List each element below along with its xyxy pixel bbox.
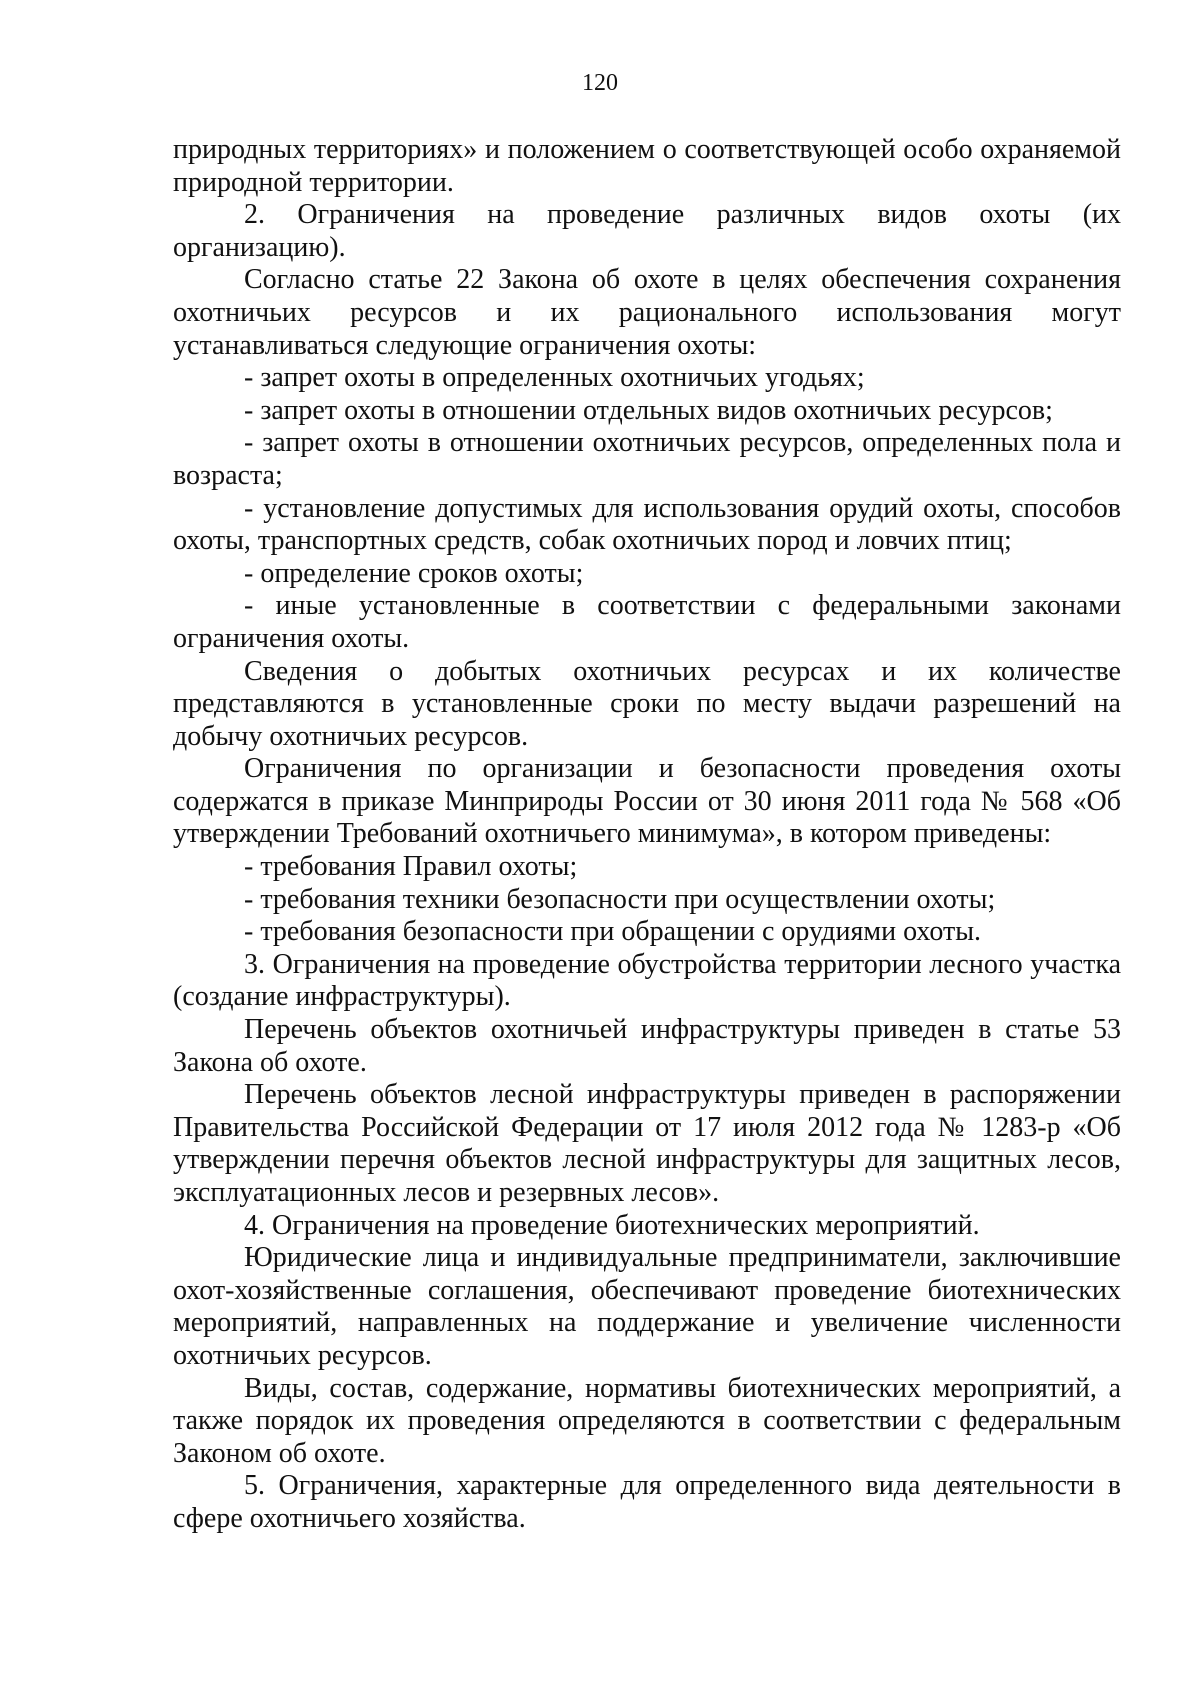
paragraph: Сведения о добытых охотничьих ресурсах и их количестве представляются в установленные сроки по месту выдачи разрешений на добычу охотничьих ресурсов. <box>173 655 1121 752</box>
list-item: - определение сроков охоты; <box>244 557 584 589</box>
section-heading-2: 2. Ограничения на проведение различных видов охоты (их организацию). <box>173 199 1121 263</box>
paragraph: Перечень объектов лесной инфраструктуры приведен в распоряжении Правительства Российской Федерации от 17 июля 2012 года № 1283-р «Об утверждении перечня объектов лесной инфраструктуры для защитных лесов, эксплуатационных лесов и резервных лесов». <box>173 1079 1121 1208</box>
paragraph: Ограничения по организации и безопасности проведения охоты содержатся в приказе Минприроды России от 30 июня 2011 года № 568 «Об утверждении Требований охотничьего минимума», в котором приведены: <box>173 753 1121 850</box>
paragraph: Юридические лица и индивидуальные предприниматели, заключившие охот-хозяйственные соглашения, обеспечивают проведение биотехнических мероприятий, направленных на поддержание и увеличение численности охотничьих ресурсов. <box>173 1242 1121 1371</box>
list-item: - требования техники безопасности при осуществлении охоты; <box>244 883 996 915</box>
list-item: - требования безопасности при обращении с орудиями охоты. <box>244 916 982 948</box>
section-heading-5: 5. Ограничения, характерные для определенного вида деятельности в сфере охотничьего хозяйства. <box>173 1470 1121 1534</box>
document-body <box>173 134 1121 1536</box>
list-item: - установление допустимых для использования орудий охоты, способов охоты, транспортных средств, собак охотничьих пород и ловчих птиц; <box>173 492 1121 557</box>
paragraph: Виды, состав, содержание, нормативы биотехнических мероприятий, а также порядок их проведения определяются в соответствии с федеральным Законом об охоте. <box>173 1372 1121 1469</box>
list-item: - требования Правил охоты; <box>244 851 578 883</box>
list-item: - иные установленные в соответствии с федеральными законами ограничения охоты. <box>173 590 1121 654</box>
paragraph: Перечень объектов охотничьей инфраструктуры приведен в статье 53 Закона об охоте. <box>173 1014 1121 1078</box>
section-heading-4: 4. Ограничения на проведение биотехнических мероприятий. <box>244 1209 980 1241</box>
list-item: - запрет охоты в отношении охотничьих ресурсов, определенных пола и возраста; <box>173 427 1121 491</box>
paragraph: природных территориях» и положением о соответствующей особо охраняемой природной территории. <box>173 134 1121 198</box>
page-number: 120 <box>582 70 618 96</box>
section-heading-3: 3. Ограничения на проведение обустройства территории лесного участка (создание инфраструктуры). <box>173 948 1121 1013</box>
list-item: - запрет охоты в отношении отдельных видов охотничьих ресурсов; <box>244 394 1053 426</box>
list-item: - запрет охоты в определенных охотничьих угодьях; <box>244 362 865 394</box>
paragraph: Согласно статье 22 Закона об охоте в целях обеспечения сохранения охотничьих ресурсов и их рационального использования могут устанавливаться следующие ограничения охоты: <box>173 264 1121 361</box>
